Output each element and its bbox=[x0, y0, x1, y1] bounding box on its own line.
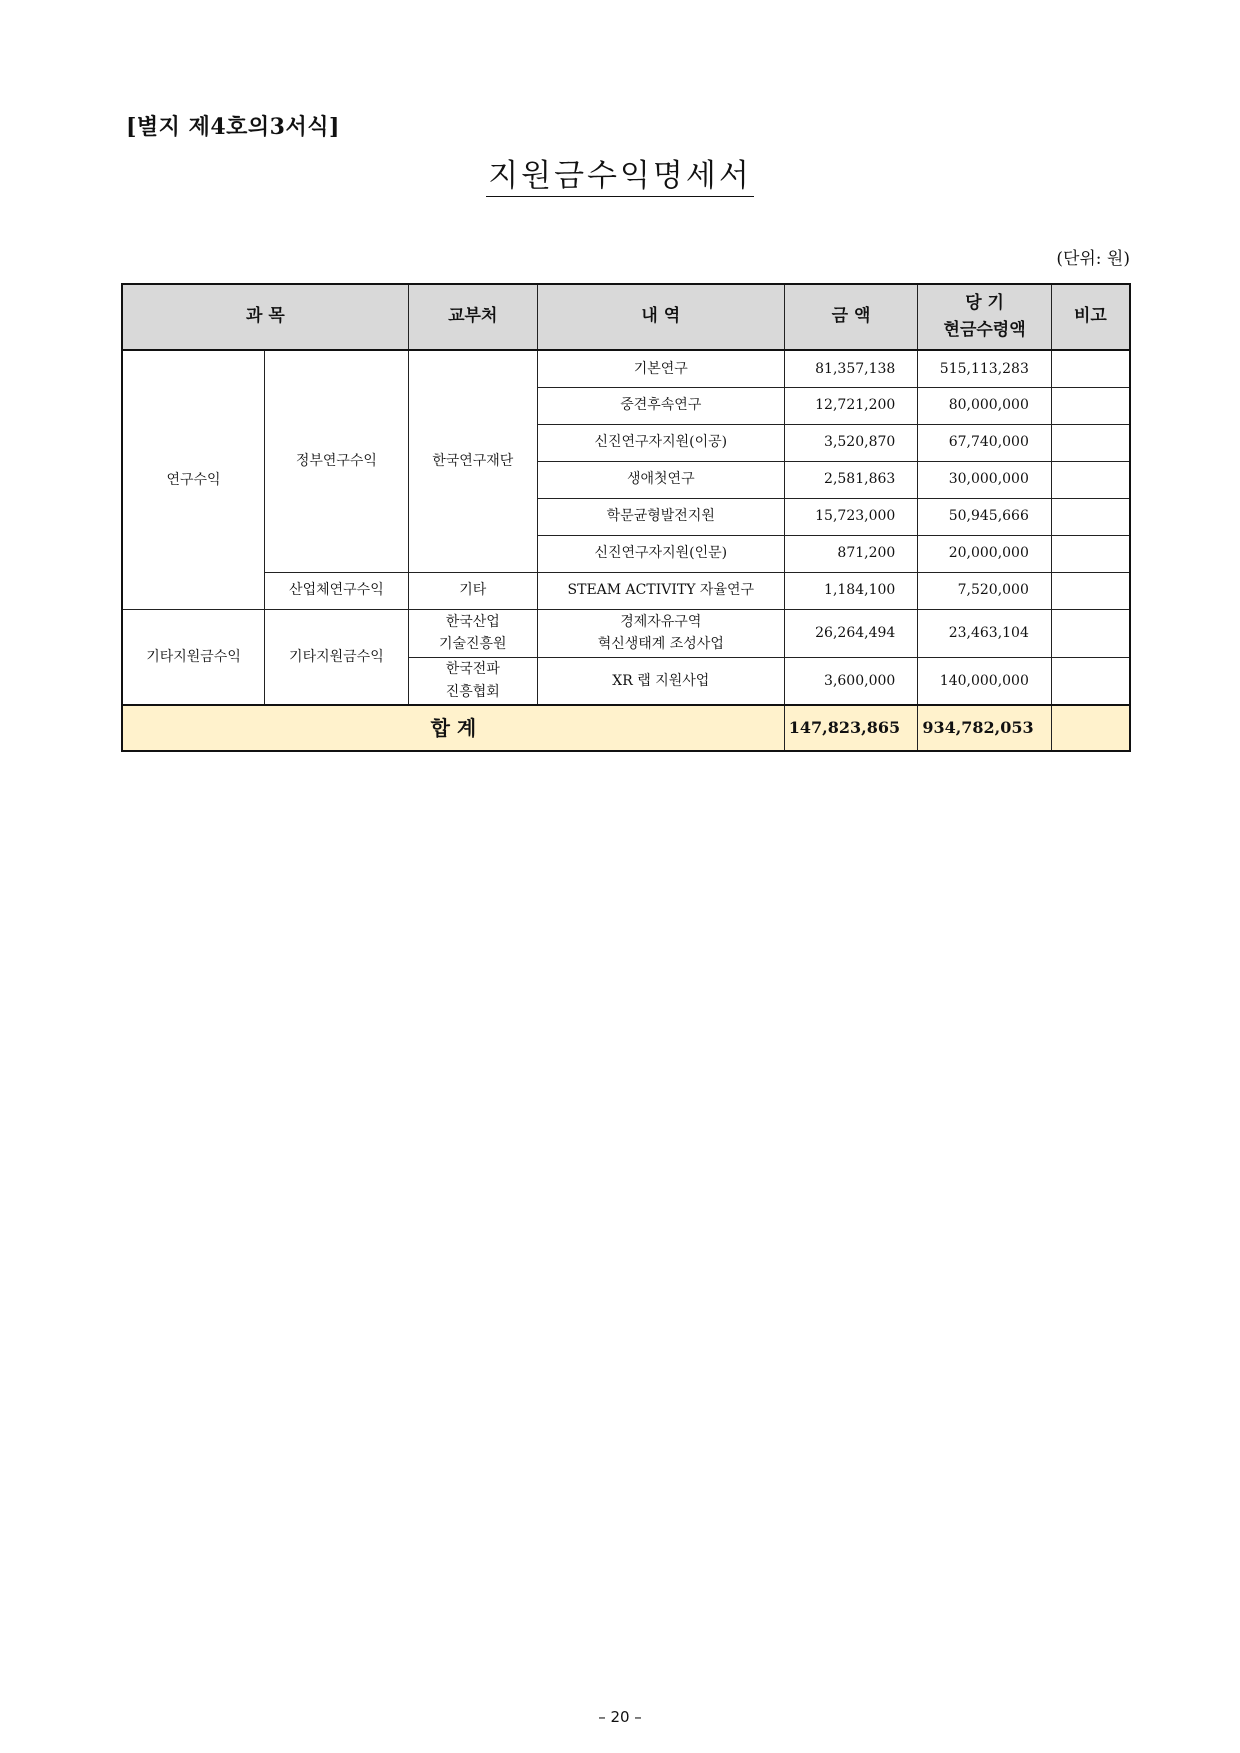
page-number: – 20 – bbox=[598, 1708, 642, 1726]
amount-cell: 3,600,000 bbox=[784, 657, 918, 705]
total-cash: 934,782,053 bbox=[918, 705, 1052, 751]
note-cell bbox=[1051, 387, 1130, 424]
amount-cell: 3,520,870 bbox=[784, 424, 918, 461]
amount-cell: 1,184,100 bbox=[784, 572, 918, 609]
cash-cell: 20,000,000 bbox=[918, 535, 1052, 572]
grantor-rapa bbox=[408, 657, 537, 705]
detail-line2: 혁신생태계 조성사업 bbox=[597, 636, 724, 652]
cash-cell: 80,000,000 bbox=[918, 387, 1052, 424]
amount-cell: 2,581,863 bbox=[784, 461, 918, 498]
detail-cell: 중견후속연구 bbox=[537, 387, 784, 424]
form-label: [별지 제4호의3서식] bbox=[126, 114, 340, 140]
grantor-other: 기타 bbox=[408, 572, 537, 609]
amount-cell: 871,200 bbox=[784, 535, 918, 572]
detail-cell: XR 랩 지원사업 bbox=[537, 657, 784, 705]
header-grantor: 교부처 bbox=[408, 284, 537, 350]
table-row bbox=[122, 572, 1130, 609]
document-title-text: 지원금수익명세서 bbox=[486, 158, 754, 197]
detail-cell: 신진연구자지원(인문) bbox=[537, 535, 784, 572]
cash-cell: 7,520,000 bbox=[918, 572, 1052, 609]
amount-cell: 26,264,494 bbox=[784, 609, 918, 657]
note-cell bbox=[1051, 498, 1130, 535]
detail-cell: 학문균형발전지원 bbox=[537, 498, 784, 535]
grantor-line2: 기술진흥원 bbox=[438, 636, 507, 652]
detail-cell: 신진연구자지원(이공) bbox=[537, 424, 784, 461]
total-label: 합 계 bbox=[122, 705, 784, 751]
header-amount: 금 액 bbox=[784, 284, 918, 350]
cash-cell: 50,945,666 bbox=[918, 498, 1052, 535]
cash-cell: 67,740,000 bbox=[918, 424, 1052, 461]
note-cell bbox=[1051, 572, 1130, 609]
total-amount: 147,823,865 bbox=[784, 705, 918, 751]
grantor-kiat bbox=[408, 609, 537, 657]
note-cell bbox=[1051, 461, 1130, 498]
amount-cell: 81,357,138 bbox=[784, 350, 918, 387]
note-cell bbox=[1051, 609, 1130, 657]
detail-cell: 생애첫연구 bbox=[537, 461, 784, 498]
cash-cell: 515,113,283 bbox=[918, 350, 1052, 387]
header-current-cash bbox=[918, 284, 1052, 350]
note-cell bbox=[1051, 424, 1130, 461]
grantor-line1: 한국전파 bbox=[445, 661, 500, 678]
grantor-nrf: 한국연구재단 bbox=[408, 350, 537, 572]
cash-cell: 23,463,104 bbox=[918, 609, 1052, 657]
group-other-support-revenue: 기타지원금수익 bbox=[122, 609, 265, 705]
header-subject: 과 목 bbox=[122, 284, 408, 350]
unit-label: (단위: 원) bbox=[1056, 249, 1130, 269]
header-current-line2: 현금수령액 bbox=[943, 320, 1026, 340]
group-gov-research-revenue: 정부연구수익 bbox=[265, 350, 409, 572]
grant-revenue-table bbox=[121, 283, 1131, 752]
total-row bbox=[122, 705, 1130, 751]
detail-cell: STEAM ACTIVITY 자율연구 bbox=[537, 572, 784, 609]
detail-line1: 경제자유구역 bbox=[620, 613, 702, 630]
amount-cell: 15,723,000 bbox=[784, 498, 918, 535]
grantor-line2: 진흥협회 bbox=[445, 683, 500, 700]
header-note: 비고 bbox=[1051, 284, 1130, 350]
table-row bbox=[122, 609, 1130, 657]
amount-cell: 12,721,200 bbox=[784, 387, 918, 424]
detail-cell bbox=[537, 609, 784, 657]
total-note bbox=[1051, 705, 1130, 751]
header-current-line1: 당 기 bbox=[965, 292, 1004, 313]
grantor-line1: 한국산업 bbox=[445, 613, 500, 630]
group-industry-research-revenue: 산업체연구수익 bbox=[265, 572, 409, 609]
note-cell bbox=[1051, 657, 1130, 705]
table-row bbox=[122, 350, 1130, 387]
group-research-revenue: 연구수익 bbox=[122, 350, 265, 609]
note-cell bbox=[1051, 535, 1130, 572]
header-detail: 내 역 bbox=[537, 284, 784, 350]
group-other-support-grant-revenue: 기타지원금수익 bbox=[265, 609, 409, 705]
cash-cell: 140,000,000 bbox=[918, 657, 1052, 705]
detail-cell: 기본연구 bbox=[537, 350, 784, 387]
table-header-row bbox=[122, 284, 1130, 350]
document-title bbox=[0, 150, 1240, 195]
note-cell bbox=[1051, 350, 1130, 387]
cash-cell: 30,000,000 bbox=[918, 461, 1052, 498]
